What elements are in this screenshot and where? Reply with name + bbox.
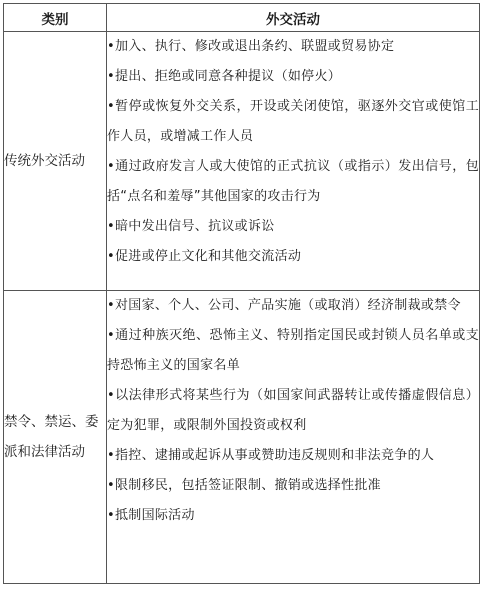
list-item: •暗中发出信号、抗议或诉讼 <box>107 219 275 234</box>
activities-cell <box>107 32 480 291</box>
list-item: •指控、逮捕或起诉从事或赞助违反规则和非法竞争的人 <box>107 448 435 463</box>
list-item: •加入、执行、修改或退出条约、联盟或贸易协定 <box>107 39 395 54</box>
header-row <box>4 4 480 32</box>
table-row <box>4 291 480 584</box>
list-item: •提出、拒绝或同意各种提议（如停火） <box>107 69 342 84</box>
header-category: 类别 <box>4 4 107 32</box>
header-activities: 外交活动 <box>107 4 480 32</box>
list-item: •抵制国际活动 <box>107 508 195 523</box>
table-row <box>4 32 480 291</box>
list-item: •暂停或恢复外交关系，开设或关闭使馆，驱逐外交官或使馆工作人员，或增减工作人员 <box>107 99 479 144</box>
category-cell: 禁令、禁运、委派和法律活动 <box>4 291 107 584</box>
diplomatic-activities-table <box>3 3 480 584</box>
list-item: •通过种族灭绝、恐怖主义、特别指定国民或封锁人员名单或支持恐怖主义的国家名单 <box>107 328 479 373</box>
list-item: •通过政府发言人或大使馆的正式抗议（或指示）发出信号，包括“点名和羞辱”其他国家的攻击行为 <box>107 159 479 204</box>
list-item: •以法律形式将某些行为（如国家间武器转让或传播虚假信息）定为犯罪，或限制外国投资或权利 <box>107 388 479 433</box>
list-item: •促进或停止文化和其他交流活动 <box>107 249 302 264</box>
activities-cell <box>107 291 480 584</box>
list-item: •对国家、个人、公司、产品实施（或取消）经济制裁或禁令 <box>107 298 461 313</box>
list-item: •限制移民，包括签证限制、撤销或选择性批准 <box>107 478 381 493</box>
category-cell: 传统外交活动 <box>4 32 107 291</box>
